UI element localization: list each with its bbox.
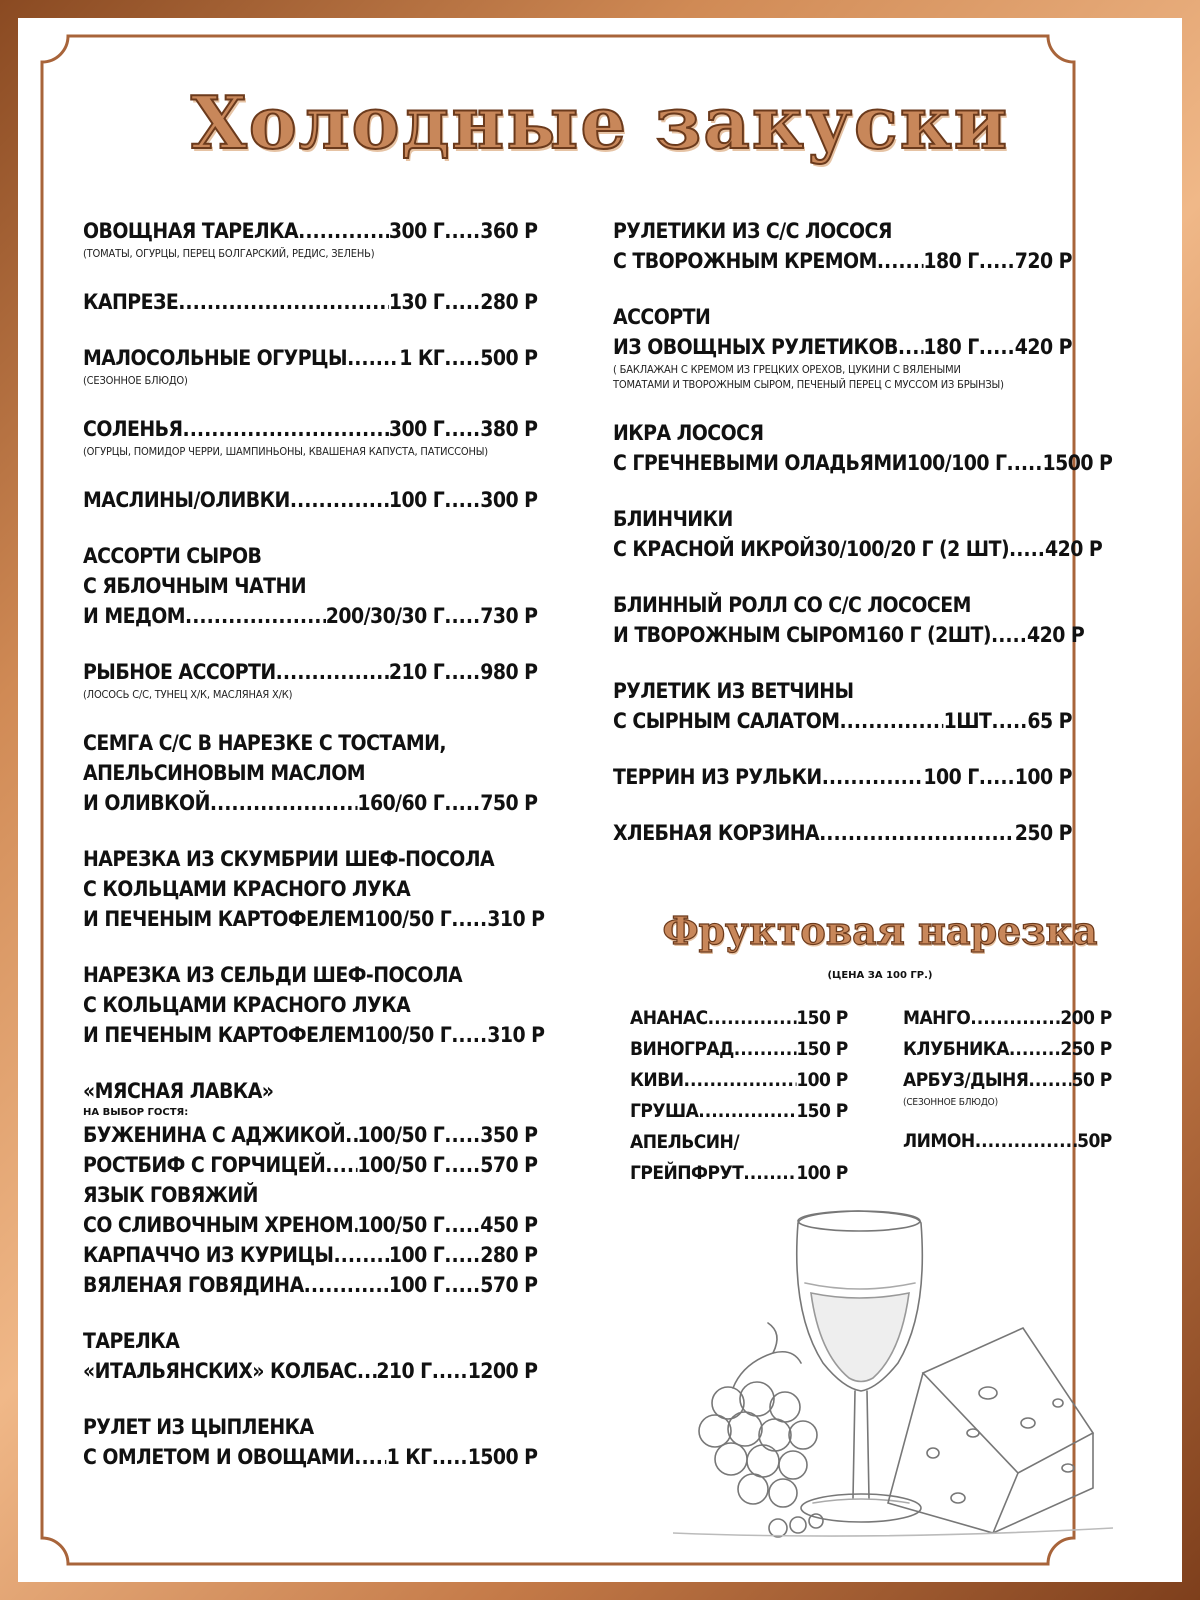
menu-item: [83, 728, 588, 818]
menu-item-name: РОСТБИФ С ГОРЧИЦЕЙ: [83, 1153, 326, 1177]
menu-item-priced-line: [83, 1150, 538, 1180]
menu-item-name: С ГРЕЧНЕВЫМИ ОЛАДЬЯМИ: [613, 451, 907, 475]
dot-leader: [451, 1020, 487, 1050]
dot-leader: [970, 1003, 1060, 1034]
fruit-name: АНАНАС: [630, 1007, 708, 1029]
dot-leader: [444, 485, 480, 515]
fruit-price: 200 Р: [1060, 1007, 1112, 1029]
menu-item-note: (ОГУРЦЫ, ПОМИДОР ЧЕРРИ, ШАМПИНЬОНЫ, КВАШЕНАЯ КАПУСТА, ПАТИССОНЫ): [83, 445, 488, 458]
menu-item-price: 420 Р: [1045, 537, 1103, 561]
menu-item-price: 450 Р: [480, 1213, 538, 1237]
dot-leader: [210, 788, 357, 818]
menu-item: [83, 287, 588, 317]
fruit-item: [903, 1034, 1112, 1065]
menu-item-price: 1200 Р: [467, 1359, 538, 1383]
dot-leader: [979, 332, 1015, 362]
dot-leader: [840, 706, 944, 736]
menu-item-name: ОВОЩНАЯ ТАРЕЛКА: [83, 219, 299, 243]
menu-item-price: 65 Р: [1027, 709, 1072, 733]
fruit-name: КИВИ: [630, 1069, 684, 1091]
dot-leader: [991, 620, 1027, 650]
menu-item-priced-line: [83, 904, 545, 934]
menu-item-weight: 1 КГ: [399, 346, 445, 370]
menu-item-name: С СЫРНЫМ САЛАТОМ: [613, 709, 840, 733]
menu-item: [613, 504, 1123, 564]
menu-item-name: МАЛОСОЛЬНЫЕ ОГУРЦЫ: [83, 346, 348, 370]
menu-item-name: «ИТАЛЬЯНСКИХ» КОЛБАС: [83, 1359, 357, 1383]
menu-item: [83, 541, 588, 631]
menu-item-price: 420 Р: [1027, 623, 1085, 647]
menu-item-price: 100 Р: [1014, 765, 1072, 789]
menu-item-name-line: С КОЛЬЦАМИ КРАСНОГО ЛУКА: [83, 993, 411, 1017]
menu-item-priced-line: [613, 534, 1103, 564]
menu-item-weight: 100/50 Г: [357, 1123, 445, 1147]
menu-item-weight: 300 Г: [388, 417, 445, 441]
menu-item-name: СОЛЕНЬЯ: [83, 417, 183, 441]
fruit-item: [903, 1003, 1112, 1034]
fruit-price-note: (ЦЕНА ЗА 100 ГР.): [827, 970, 933, 981]
left-items-end-group: [83, 1326, 588, 1472]
menu-item-priced-line: [83, 657, 538, 687]
dot-leader: [975, 1126, 1077, 1157]
menu-item-price: 310 Р: [487, 907, 545, 931]
menu-item-price: 420 Р: [1014, 335, 1072, 359]
menu-item: [83, 343, 588, 388]
menu-item-weight: 100 Г: [388, 1243, 445, 1267]
menu-item-note: ( БАКЛАЖАН С КРЕМОМ ИЗ ГРЕЦКИХ ОРЕХОВ, ЦУКИНИ С ВЯЛЕНЫМИ: [613, 363, 961, 376]
menu-item-name-line: С КОЛЬЦАМИ КРАСНОГО ЛУКА: [83, 877, 411, 901]
menu-item-priced-line: [613, 332, 1072, 362]
menu-item-name-line: ИКРА ЛОСОСЯ: [613, 421, 764, 445]
menu-item-name: И ПЕЧЕНЫМ КАРТОФЕЛЕМ: [83, 907, 365, 931]
meat-item-name-line: ЯЗЫК ГОВЯЖИЙ: [83, 1183, 258, 1207]
fruit-item: [903, 1126, 1112, 1157]
menu-item-price: 750 Р: [480, 791, 538, 815]
meat-shop-subtitle: НА ВЫБОР ГОСТЯ:: [83, 1107, 189, 1118]
dot-leader: [298, 216, 389, 246]
menu-item-name-line: АПЕЛЬСИНОВЫМ МАСЛОМ: [83, 761, 366, 785]
fruit-price: 150 Р: [796, 1100, 848, 1122]
menu-item-priced-line: [83, 287, 538, 317]
menu-item-weight: 100/50 Г: [357, 1213, 445, 1237]
dot-leader: [444, 1240, 480, 1270]
menu-item-weight: 100/50 Г: [364, 907, 452, 931]
menu-item: [83, 960, 588, 1050]
menu-item-price: 280 Р: [480, 290, 538, 314]
menu-item-price: 250 Р: [1014, 821, 1072, 845]
menu-item-price: 280 Р: [480, 1243, 538, 1267]
menu-item-name: ХЛЕБНАЯ КОРЗИНА: [613, 821, 820, 845]
menu-item-name: И ТВОРОЖНЫМ СЫРОМ: [613, 623, 866, 647]
dot-leader: [444, 788, 480, 818]
menu-item: [613, 762, 1123, 792]
dot-leader: [698, 1096, 796, 1127]
menu-item-priced-line: [83, 1240, 538, 1270]
dot-leader: [325, 1150, 357, 1180]
fruit-price: 100 Р: [796, 1162, 848, 1184]
menu-item-name: БУЖЕНИНА С АДЖИКОЙ: [83, 1123, 346, 1147]
meat-shop-section: [83, 1076, 588, 1300]
menu-item-name: РЫБНОЕ АССОРТИ: [83, 660, 276, 684]
page-title: Холодные закуски: [190, 80, 1010, 165]
dot-leader: [178, 287, 389, 317]
fruit-price: 250 Р: [1060, 1038, 1112, 1060]
meat-shop-items: [83, 1120, 588, 1300]
fruit-item: [903, 1065, 1112, 1096]
fruit-price: 50Р: [1077, 1130, 1112, 1152]
menu-page: [18, 18, 1182, 1582]
menu-item-priced-line: [83, 1270, 538, 1300]
menu-item-priced-line: [83, 1442, 538, 1472]
menu-item-weight: 100 Г: [923, 765, 979, 789]
dot-leader: [444, 1150, 480, 1180]
menu-item-name-line: БЛИНЧИКИ: [613, 507, 733, 531]
dot-leader: [444, 414, 480, 444]
menu-item-name-line: НАРЕЗКА ИЗ СКУМБРИИ ШЕФ-ПОСОЛА: [83, 847, 495, 871]
menu-item-weight: 180 Г: [923, 249, 979, 273]
dot-leader: [979, 762, 1015, 792]
menu-item-note: ТОМАТАМИ И ТВОРОЖНЫМ СЫРОМ, ПЕЧЕНЫЙ ПЕРЕЦ С МУССОМ ИЗ БРЫНЗЫ): [613, 378, 1004, 391]
menu-item-name-line: БЛИННЫЙ РОЛЛ СО С/С ЛОСОСЕМ: [613, 593, 971, 617]
menu-item-weight: 300 Г: [388, 219, 445, 243]
fruit-note: (СЕЗОННОЕ БЛЮДО): [903, 1097, 998, 1108]
menu-item-price: 500 Р: [480, 346, 538, 370]
menu-item-priced-line: [613, 762, 1072, 792]
dot-leader: [345, 1120, 357, 1150]
menu-item-price: 310 Р: [487, 1023, 545, 1047]
dot-leader: [444, 657, 480, 687]
menu-item-note: (ТОМАТЫ, ОГУРЦЫ, ПЕРЕЦ БОЛГАРСКИЙ, РЕДИС, ЗЕЛЕНЬ): [83, 247, 375, 260]
menu-item-weight: 30/100/20 Г (2 ШТ): [814, 537, 1010, 561]
menu-item-weight: 210 Г: [376, 1359, 432, 1383]
menu-item-weight: 100 Г: [388, 1273, 445, 1297]
menu-item-priced-line: [613, 448, 1113, 478]
menu-item-priced-line: [83, 1210, 538, 1240]
menu-item-name: С ТВОРОЖНЫМ КРЕМОМ: [613, 249, 877, 273]
menu-item-name-line: ТАРЕЛКА: [83, 1329, 180, 1353]
menu-item-name-line: НАРЕЗКА ИЗ СЕЛЬДИ ШЕФ-ПОСОЛА: [83, 963, 463, 987]
fruit-item: [630, 1096, 848, 1127]
dot-leader: [979, 246, 1015, 276]
menu-item-name: ВЯЛЕНАЯ ГОВЯДИНА: [83, 1273, 304, 1297]
dot-leader: [357, 1356, 376, 1386]
dot-leader: [683, 1065, 796, 1096]
menu-item-priced-line: [83, 343, 538, 373]
menu-item-price: 730 Р: [480, 604, 538, 628]
menu-item-note: (ЛОСОСЬ С/С, ТУНЕЦ Х/К, МАСЛЯНАЯ Х/К): [83, 688, 293, 701]
menu-item-weight: 1 КГ: [386, 1445, 432, 1469]
menu-item-weight: 200/30/30 Г: [325, 604, 445, 628]
fruit-price: 150 Р: [796, 1007, 848, 1029]
fruit-item: [630, 1003, 848, 1034]
fruit-item: [630, 1158, 848, 1189]
dot-leader: [444, 216, 480, 246]
menu-item-name: С ОМЛЕТОМ И ОВОЩАМИ: [83, 1445, 355, 1469]
menu-item-weight: 100 Г: [388, 488, 445, 512]
fruit-item: [630, 1065, 848, 1096]
menu-item-priced-line: [83, 1020, 545, 1050]
menu-item-price: 570 Р: [480, 1273, 538, 1297]
dot-leader: [183, 414, 389, 444]
menu-item: [613, 418, 1123, 478]
menu-item-priced-line: [83, 485, 538, 515]
menu-item: [613, 302, 1123, 392]
dot-leader: [877, 246, 924, 276]
right-column: [613, 216, 1123, 874]
menu-item-weight: 130 Г: [388, 290, 445, 314]
menu-item-price: 1500 Р: [467, 1445, 538, 1469]
fruit-name: АРБУЗ/ДЫНЯ: [903, 1069, 1029, 1091]
left-column: [83, 216, 588, 1498]
dot-leader: [432, 1442, 468, 1472]
left-items-group: [83, 216, 588, 1050]
menu-item: [83, 414, 588, 459]
menu-item-name-line: РУЛЕТИК ИЗ ВЕТЧИНЫ: [613, 679, 854, 703]
menu-item-priced-line: [83, 216, 538, 246]
fruit-name: КЛУБНИКА: [903, 1038, 1009, 1060]
dot-leader: [1028, 1065, 1071, 1096]
dot-leader: [304, 1270, 389, 1300]
menu-item-name: КАРПАЧЧО ИЗ КУРИЦЫ: [83, 1243, 334, 1267]
menu-item-name-line: СЕМГА С/С В НАРЕЗКЕ С ТОСТАМИ,: [83, 731, 447, 755]
fruit-name: ГРЕЙПФРУТ: [630, 1162, 744, 1184]
dot-leader: [708, 1003, 797, 1034]
dot-leader: [1007, 448, 1043, 478]
menu-item-name-line: АССОРТИ СЫРОВ: [83, 544, 262, 568]
dot-leader: [898, 332, 924, 362]
menu-item-priced-line: [613, 620, 1085, 650]
menu-item: [83, 216, 588, 261]
menu-item-name: МАСЛИНЫ/ОЛИВКИ: [83, 488, 290, 512]
menu-item-priced-line: [83, 1120, 538, 1150]
menu-item-priced-line: [613, 818, 1072, 848]
fruit-name-line: АПЕЛЬСИН/: [630, 1131, 740, 1153]
menu-item-weight: 100/50 Г: [364, 1023, 452, 1047]
fruit-name: ВИНОГРАД: [630, 1038, 734, 1060]
dot-leader: [444, 1210, 480, 1240]
menu-item: [83, 657, 588, 702]
menu-item-name-line: РУЛЕТИКИ ИЗ С/С ЛОСОСЯ: [613, 219, 892, 243]
menu-item-name: И ОЛИВКОЙ: [83, 791, 210, 815]
menu-item: [83, 844, 588, 934]
dot-leader: [822, 762, 924, 792]
dot-leader: [347, 343, 399, 373]
menu-item-priced-line: [613, 706, 1072, 736]
menu-item-name: СО СЛИВОЧНЫМ ХРЕНОМ: [83, 1213, 354, 1237]
fruit-right-column: [903, 1003, 1135, 1157]
menu-item: [613, 216, 1123, 276]
menu-item: [613, 590, 1123, 650]
menu-item-price: 360 Р: [480, 219, 538, 243]
menu-item-name-line: С ЯБЛОЧНЫМ ЧАТНИ: [83, 574, 307, 598]
menu-item: [83, 1326, 588, 1386]
dot-leader: [819, 818, 1015, 848]
menu-item-price: 980 Р: [480, 660, 538, 684]
dot-leader: [444, 343, 480, 373]
menu-item-priced-line: [613, 246, 1072, 276]
fruit-name: ЛИМОН: [903, 1130, 975, 1152]
menu-item: [613, 676, 1123, 736]
menu-item-weight: 180 Г: [923, 335, 979, 359]
menu-item-price: 720 Р: [1014, 249, 1072, 273]
menu-item-price: 300 Р: [480, 488, 538, 512]
menu-item-name-line: АССОРТИ: [613, 305, 711, 329]
menu-item-name-line: РУЛЕТ ИЗ ЦЫПЛЕНКА: [83, 1415, 314, 1439]
menu-item-name: ИЗ ОВОЩНЫХ РУЛЕТИКОВ: [613, 335, 898, 359]
dot-leader: [444, 1270, 480, 1300]
dot-leader: [444, 287, 480, 317]
menu-item-price: 350 Р: [480, 1123, 538, 1147]
menu-item-price: 570 Р: [480, 1153, 538, 1177]
dot-leader: [743, 1158, 796, 1189]
fruit-price: 150 Р: [796, 1038, 848, 1060]
menu-item: [83, 1412, 588, 1472]
dot-leader: [290, 485, 389, 515]
fruit-price: 100 Р: [796, 1069, 848, 1091]
menu-item-name: И МЕДОМ: [83, 604, 186, 628]
dot-leader: [444, 601, 480, 631]
fruit-name: ГРУША: [630, 1100, 699, 1122]
menu-item: [83, 485, 588, 515]
dot-leader: [734, 1034, 797, 1065]
dot-leader: [354, 1442, 386, 1472]
fruit-item: [630, 1034, 848, 1065]
menu-item-name: С КРАСНОЙ ИКРОЙ: [613, 537, 815, 561]
menu-item-priced-line: [83, 414, 538, 444]
menu-item-name: ТЕРРИН ИЗ РУЛЬКИ: [613, 765, 822, 789]
menu-item: [613, 818, 1123, 848]
menu-item-note: (СЕЗОННОЕ БЛЮДО): [83, 374, 188, 387]
menu-item-price: 380 Р: [480, 417, 538, 441]
menu-item-weight: 100/50 Г: [357, 1153, 445, 1177]
menu-item-weight: 1ШТ: [943, 709, 992, 733]
dot-leader: [1009, 534, 1045, 564]
menu-item-weight: 160/60 Г: [357, 791, 445, 815]
menu-item-price: 1500 Р: [1042, 451, 1113, 475]
dot-leader: [991, 706, 1027, 736]
meat-shop-title: «МЯСНАЯ ЛАВКА»: [83, 1079, 274, 1103]
menu-item-weight: 210 Г: [388, 660, 445, 684]
menu-item-priced-line: [83, 1356, 538, 1386]
dot-leader: [1009, 1034, 1060, 1065]
dot-leader: [451, 904, 487, 934]
dot-leader: [444, 1120, 480, 1150]
fruit-section-title: Фруктовая нарезка: [662, 908, 1098, 953]
fruit-name: МАНГО: [903, 1007, 971, 1029]
dot-leader: [432, 1356, 468, 1386]
menu-item-name: И ПЕЧЕНЫМ КАРТОФЕЛЕМ: [83, 1023, 365, 1047]
menu-item-priced-line: [83, 788, 538, 818]
dot-leader: [276, 657, 389, 687]
menu-item-name: КАПРЕЗЕ: [83, 290, 179, 314]
menu-item-weight: 160 Г (2ШТ): [865, 623, 992, 647]
wine-glass-grapes-cheese-sketch: [673, 1203, 1113, 1543]
fruit-left-column: [630, 1003, 872, 1189]
dot-leader: [333, 1240, 388, 1270]
fruit-price: 50 Р: [1071, 1069, 1112, 1091]
dot-leader: [185, 601, 326, 631]
menu-item-priced-line: [83, 601, 538, 631]
menu-item-weight: 100/100 Г: [906, 451, 1007, 475]
